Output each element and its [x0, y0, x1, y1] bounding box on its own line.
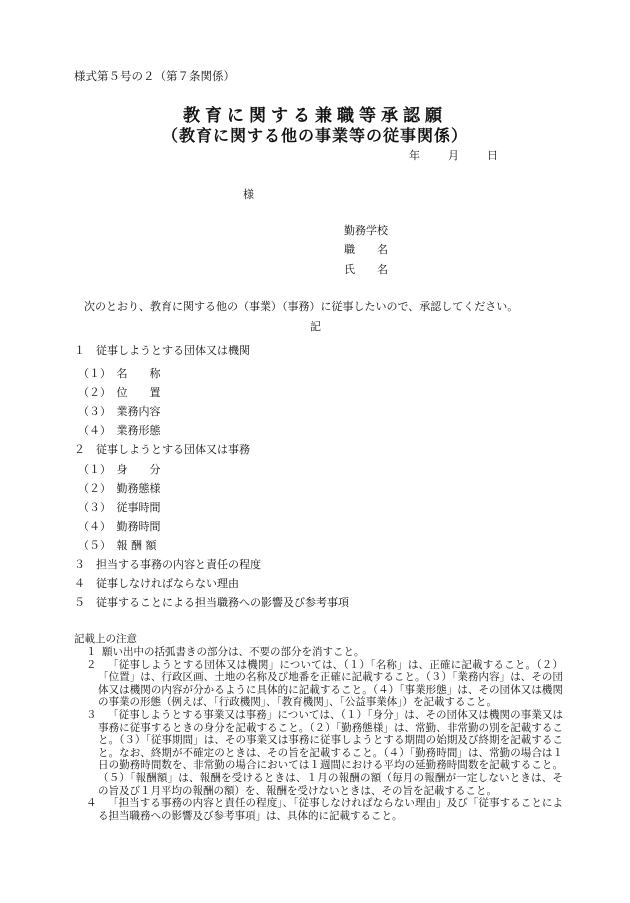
section-4-heading: ４ 従事しなければならない理由: [74, 577, 239, 590]
section-1-item: （４） 業務形態: [78, 424, 161, 437]
note-text: 願い出中の括弧書きの部分は、不要の部分を消すこと。: [102, 646, 365, 658]
date-month: 月: [448, 149, 459, 162]
document-title: 教育に関する兼職等承認願: [183, 106, 447, 126]
notes-list: [58, 646, 563, 822]
section-2-heading: ２ 従事しようとする団体又は事務: [74, 443, 250, 456]
section-2-item: （２） 勤務態様: [78, 482, 161, 495]
note-text: 「従事しようとする事業又は事務」については、（１）「身分」は、その団体又は機関の事業又は事務に従事するときの身分を記載すること。（２）「勤務態様」は、常勤、非常勤の別を記載すること。（３）「従事期間」は、その事業又は事務に従事しようとする期間の始期及び終期を記載すること。なお、終期が不確定のときは、その旨を記載すること。（４）「勤務時間」は、常勤の場合は１日の勤務時間数を、非常勤の場合においては１週間における平均の延勤務時間数を記載すること。（５）「報酬額」は、報酬を受けるときは、１月の報酬の額（毎月の報酬が一定しないときは、その旨及び１月平均の報酬の額）を、報酬を受けないときは、その旨を記載すること。: [98, 708, 563, 797]
note-item: [58, 659, 563, 709]
note-text: 「担当する事務の内容と責任の程度」、「従事しなければならない理由」及び「従事することによる担当職務への影響及び参考事項」は、具体的に記載すること。: [98, 797, 563, 822]
note-item: [58, 797, 563, 822]
applicant-name-label: 氏 名: [344, 263, 388, 276]
section-1-item: （１） 名 称: [78, 367, 161, 380]
section-1-item: （２） 位 置: [78, 386, 161, 399]
addressee-suffix: 様: [243, 188, 254, 201]
applicant-position-label: 職 名: [344, 243, 388, 256]
document-subtitle: （教育に関する他の事業等の従事関係）: [161, 126, 468, 145]
note-number: ２: [86, 658, 97, 671]
section-2-item: （５） 報 酬 額: [78, 539, 157, 552]
section-1-item: （３） 業務内容: [78, 405, 161, 418]
date-year: 年: [409, 149, 420, 162]
section-5-heading: ５ 従事することによる担当職務への影響及び参考事項: [74, 596, 349, 609]
ki-mark: 記: [310, 320, 321, 333]
date-line: [409, 149, 498, 163]
section-2-item: （３） 従事時間: [78, 501, 161, 514]
note-item: [58, 709, 563, 797]
form-number: 様式第５号の２（第７条関係）: [74, 69, 235, 83]
note-number: １: [86, 646, 97, 658]
date-day: 日: [487, 149, 498, 162]
section-2-item: （１） 身 分: [78, 463, 161, 476]
section-2-item: （４） 勤務時間: [78, 520, 161, 533]
note-number: ３: [86, 708, 97, 721]
section-1-heading: １ 従事しようとする団体又は機関: [74, 344, 250, 357]
notes-heading: 記載上の注意: [74, 633, 137, 645]
note-number: ４: [86, 797, 97, 810]
note-item: [58, 646, 563, 659]
section-3-heading: ３ 担当する事務の内容と責任の程度: [74, 558, 261, 571]
applicant-school-label: 勤務学校: [344, 224, 388, 237]
note-text: 「従事しようとする団体又は機関」については、（１）「名称」は、正確に記載すること。（２）「位置」は、行政区画、土地の名称及び地番を正確に記載すること。（３）「業務内容」は、その団体又は機関の内容が分かるように具体的に記載すること。（４）「事業形態」は、その団体又は機関の事業の形態（例えば、「行政機関」、「教育機関」、「公益事業体」）を記載すること。: [98, 658, 563, 709]
request-statement: 次のとおり、教育に関する他の（事業）（事務）に従事したいので、承認してください。: [84, 300, 519, 313]
